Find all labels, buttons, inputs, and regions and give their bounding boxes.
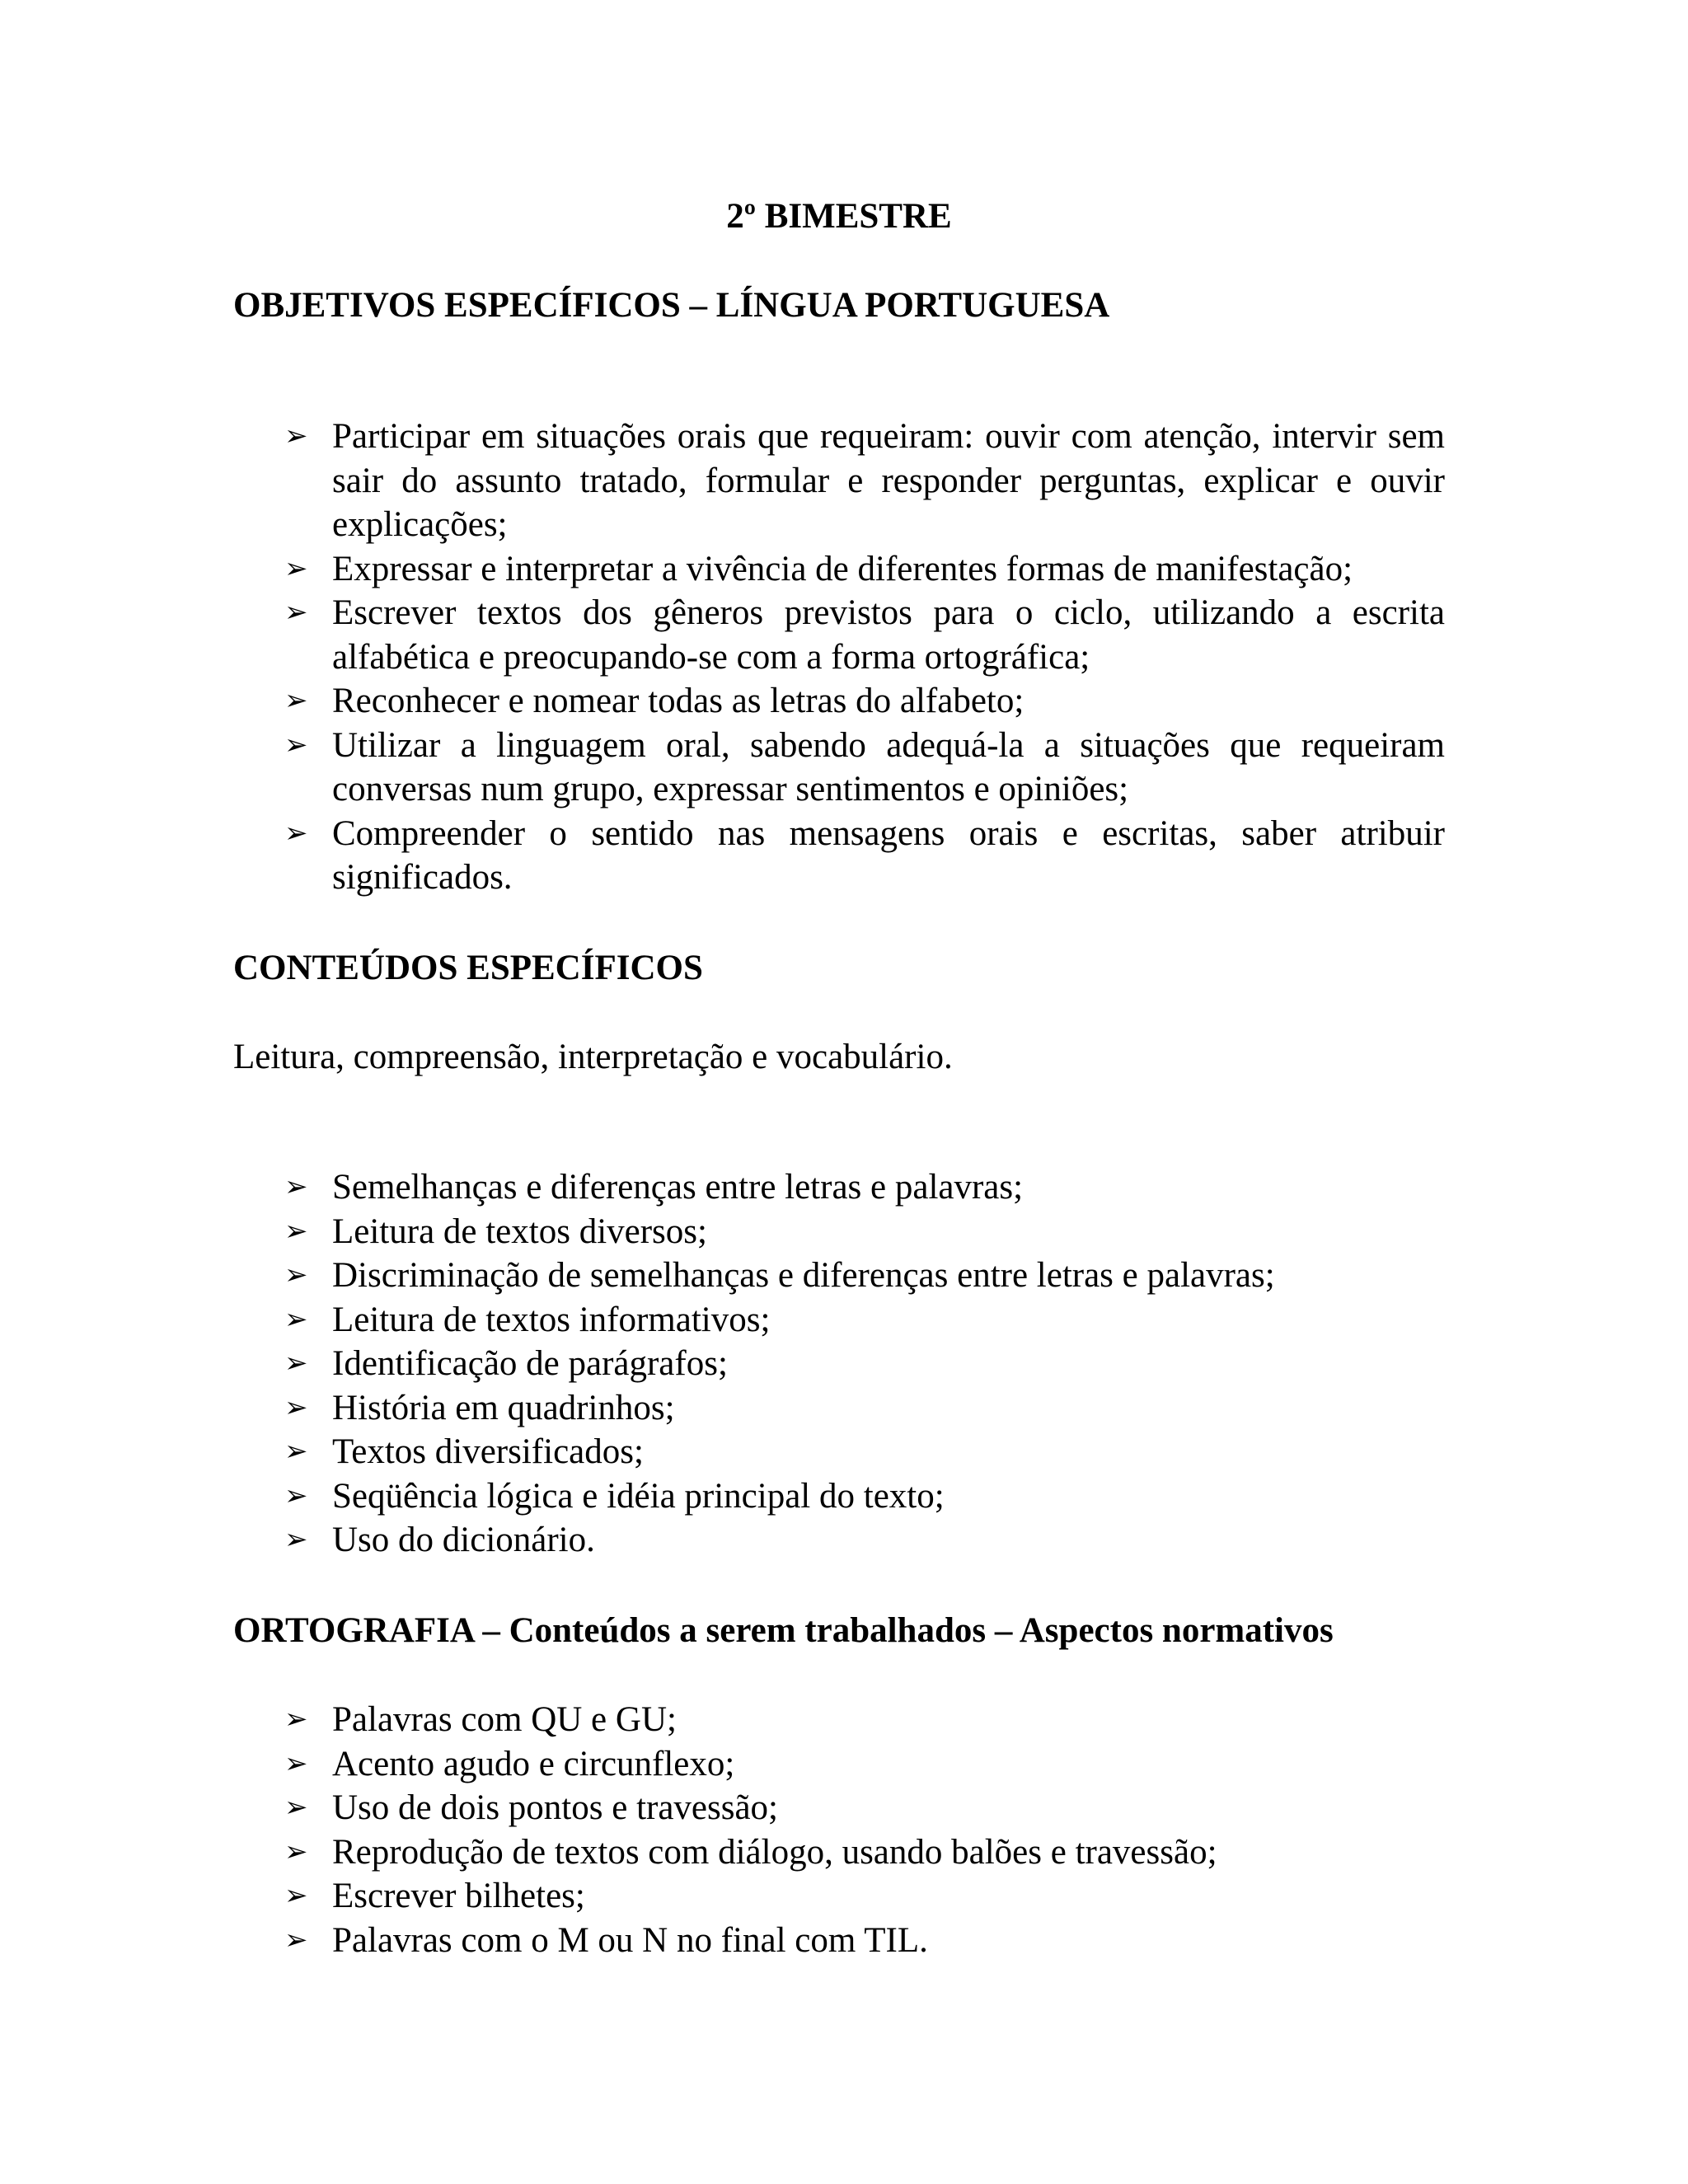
arrowhead-bullet-icon: ➢ <box>284 1302 308 1336</box>
list-item <box>233 1210 1445 1254</box>
arrowhead-bullet-icon: ➢ <box>284 1923 308 1957</box>
objetivos-list <box>233 415 1445 900</box>
arrowhead-bullet-icon: ➢ <box>284 684 308 717</box>
list-item-text: Palavras com QU e GU; <box>332 1700 677 1739</box>
list-item-text: Palavras com o M ou N no final com TIL. <box>332 1920 928 1960</box>
arrowhead-bullet-icon: ➢ <box>284 596 308 629</box>
arrowhead-bullet-icon: ➢ <box>284 1258 308 1291</box>
list-item <box>233 1830 1445 1875</box>
list-item <box>233 547 1445 592</box>
list-item <box>233 1298 1445 1343</box>
list-item-text: História em quadrinhos; <box>332 1388 675 1427</box>
list-item <box>233 1518 1445 1563</box>
list-item-text: Escrever textos dos gêneros previstos para o ciclo, utilizando a escrita alfabética e preocupando-se com a forma ortográfica; <box>332 593 1445 677</box>
arrowhead-bullet-icon: ➢ <box>284 816 308 850</box>
arrowhead-bullet-icon: ➢ <box>284 1479 308 1512</box>
list-item-text: Discriminação de semelhanças e diferenças entre letras e palavras; <box>332 1256 1275 1295</box>
arrowhead-bullet-icon: ➢ <box>284 1170 308 1203</box>
list-item <box>233 1386 1445 1431</box>
arrowhead-bullet-icon: ➢ <box>284 551 308 585</box>
list-item-text: Escrever bilhetes; <box>332 1877 585 1915</box>
list-item <box>233 1165 1445 1210</box>
list-item-text: Semelhanças e diferenças entre letras e palavras; <box>332 1168 1024 1207</box>
list-item <box>233 679 1445 724</box>
arrowhead-bullet-icon: ➢ <box>284 1835 308 1868</box>
list-item-text: Uso do dicionário. <box>332 1521 595 1559</box>
document-title: 2º BIMESTRE <box>726 197 952 236</box>
list-item <box>233 1786 1445 1830</box>
list-item-text: Leitura de textos diversos; <box>332 1212 707 1251</box>
conteudos-heading: CONTEÚDOS ESPECÍFICOS <box>233 949 703 987</box>
list-item-text: Textos diversificados; <box>332 1432 644 1471</box>
list-item-text: Expressar e interpretar a vivência de diferentes formas de manifestação; <box>332 549 1353 588</box>
list-item-text: Participar em situações orais que requeiram: ouvir com atenção, intervir sem sair do assunto tratado, formular e responder perguntas, explicar e ouvir explicações; <box>332 417 1445 544</box>
list-item <box>233 1919 1445 1963</box>
ortografia-heading: ORTOGRAFIA – Conteúdos a serem trabalhados – Aspectos normativos <box>233 1611 1334 1650</box>
list-item <box>233 1474 1445 1519</box>
list-item-text: Identificação de parágrafos; <box>332 1344 728 1383</box>
list-item-text: Utilizar a linguagem oral, sabendo adequá-la a situações que requeiram conversas num grupo, expressar sentimentos e opiniões; <box>332 725 1445 808</box>
list-item-text: Reconhecer e nomear todas as letras do alfabeto; <box>332 682 1025 720</box>
list-item <box>233 415 1445 547</box>
list-item-text: Leitura de textos informativos; <box>332 1300 771 1339</box>
list-item <box>233 1430 1445 1474</box>
arrowhead-bullet-icon: ➢ <box>284 1390 308 1424</box>
list-item-text: Acento agudo e circunflexo; <box>332 1744 735 1783</box>
list-item-text: Seqüência lógica e idéia principal do texto; <box>332 1476 945 1516</box>
arrowhead-bullet-icon: ➢ <box>284 1214 308 1248</box>
conteudos-intro: Leitura, compreensão, interpretação e vocabulário. <box>233 1038 953 1076</box>
arrowhead-bullet-icon: ➢ <box>284 1523 308 1556</box>
arrowhead-bullet-icon: ➢ <box>284 1879 308 1912</box>
list-item <box>233 1342 1445 1386</box>
list-item <box>233 812 1445 900</box>
arrowhead-bullet-icon: ➢ <box>284 1703 308 1736</box>
list-item <box>233 591 1445 679</box>
arrowhead-bullet-icon: ➢ <box>284 1746 308 1780</box>
conteudos-list <box>233 1165 1445 1563</box>
arrowhead-bullet-icon: ➢ <box>284 419 308 452</box>
list-item-text: Uso de dois pontos e travessão; <box>332 1788 779 1827</box>
list-item <box>233 1698 1445 1742</box>
arrowhead-bullet-icon: ➢ <box>284 1347 308 1380</box>
objetivos-heading: OBJETIVOS ESPECÍFICOS – LÍNGUA PORTUGUESA <box>233 286 1110 325</box>
list-item-text: Compreender o sentido nas mensagens orais e escritas, saber atribuir significados. <box>332 813 1445 897</box>
arrowhead-bullet-icon: ➢ <box>284 1791 308 1824</box>
list-item <box>233 1254 1445 1298</box>
arrowhead-bullet-icon: ➢ <box>284 728 308 762</box>
list-item <box>233 1874 1445 1919</box>
list-item <box>233 724 1445 812</box>
ortografia-list <box>233 1698 1445 1962</box>
list-item-text: Reprodução de textos com diálogo, usando balões e travessão; <box>332 1832 1217 1872</box>
list-item <box>233 1742 1445 1787</box>
arrowhead-bullet-icon: ➢ <box>284 1435 308 1468</box>
